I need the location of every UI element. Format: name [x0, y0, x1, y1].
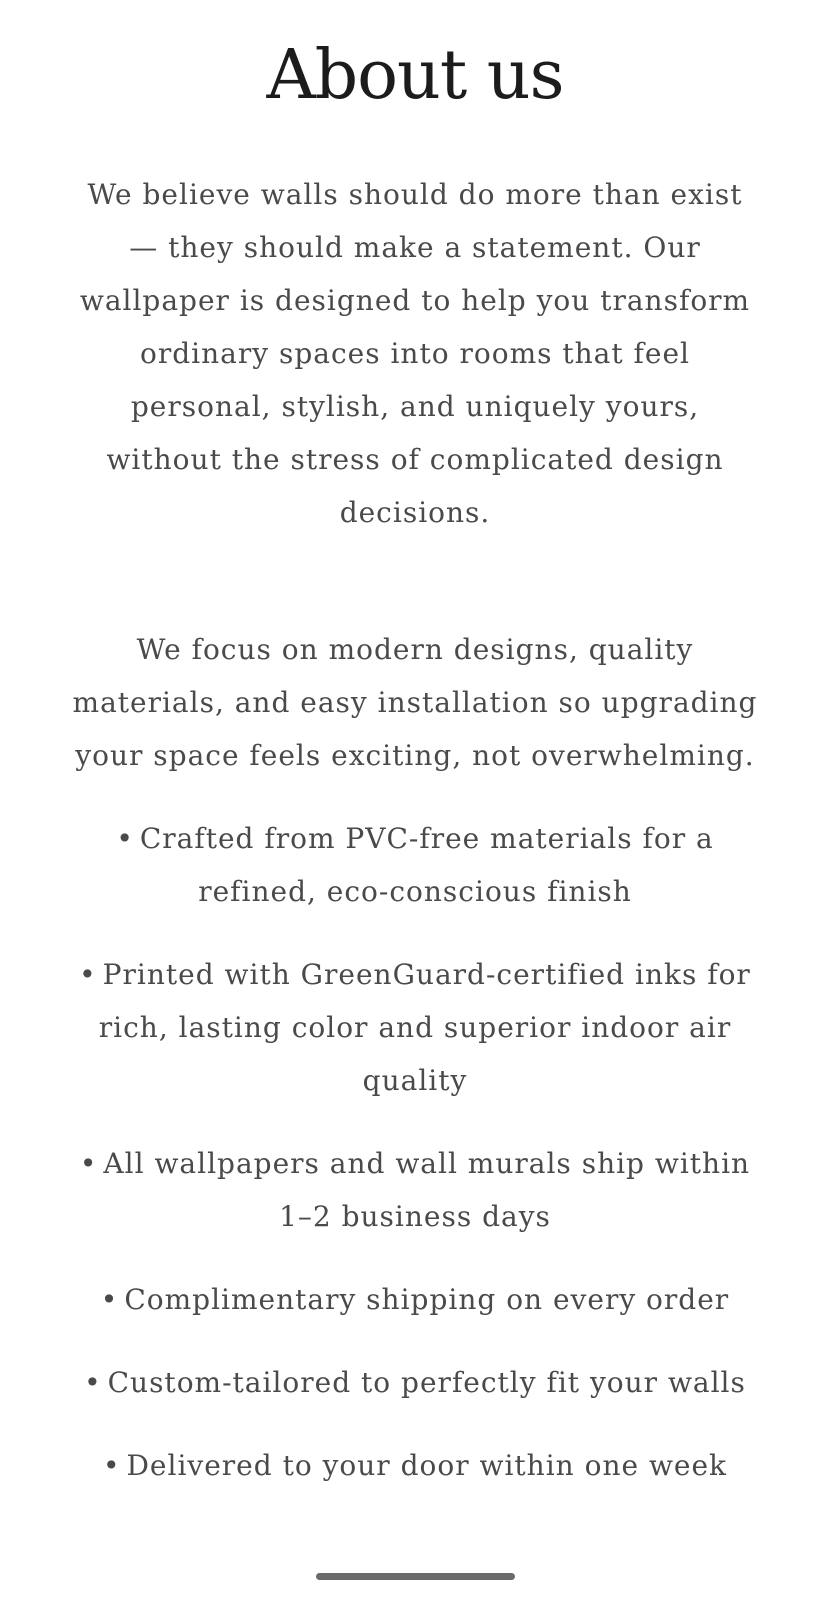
focus-paragraph: We focus on modern designs, quality materials, and easy installation so upgrading your space feels exciting, not overwhelming.	[72, 633, 758, 772]
bullet-icon: •	[102, 1449, 121, 1482]
feature-item-greenguard-inks	[70, 948, 760, 1107]
page-title: About us	[266, 36, 564, 115]
bullet-icon: •	[79, 1147, 98, 1180]
bullet-icon: •	[84, 1366, 102, 1399]
home-indicator-bar[interactable]	[316, 1573, 515, 1580]
feature-item-delivery	[70, 1439, 760, 1492]
feature-text: All wallpapers and wall murals ship within 1–2 business days	[103, 1147, 751, 1233]
bullet-icon: •	[100, 1283, 119, 1316]
feature-item-free-shipping	[70, 1273, 760, 1326]
feature-text: Delivered to your door within one week	[126, 1449, 728, 1482]
intro-paragraph: We believe walls should do more than exist — they should make a statement. Our wallpaper is designed to help you transform ordinary spaces into rooms that feel personal, stylish, and uniquely yours, without the stress of complicated design decisions.	[79, 178, 751, 529]
feature-item-custom-fit	[70, 1356, 760, 1409]
feature-text: Crafted from PVC-free materials for a refined, eco-conscious finish	[139, 822, 714, 908]
feature-item-fast-dispatch	[70, 1137, 760, 1243]
bullet-icon: •	[116, 822, 134, 855]
bullet-icon: •	[79, 958, 97, 991]
feature-item-pvc-free	[70, 812, 760, 918]
feature-text: Complimentary shipping on every order	[124, 1283, 730, 1316]
features-list	[70, 812, 760, 1492]
feature-text: Custom-tailored to perfectly fit your walls	[107, 1366, 746, 1399]
feature-text: Printed with GreenGuard-certified inks for rich, lasting color and superior indoor air quality	[98, 958, 751, 1097]
